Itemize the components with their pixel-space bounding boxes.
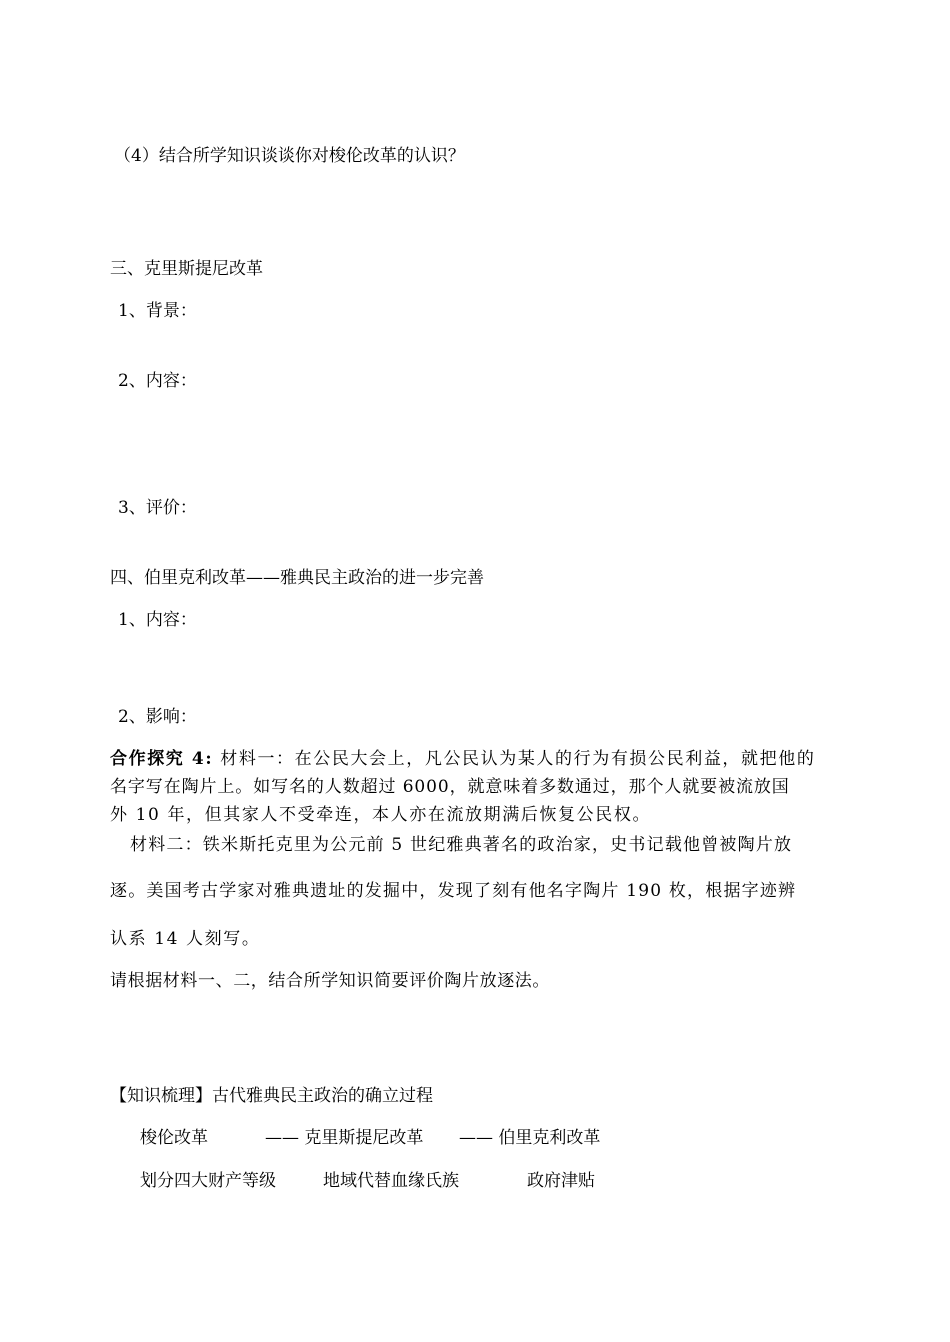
material-2-line-2: 逐。美国考古学家对雅典遗址的发掘中，发现了刻有他名字陶片 190 枚，根据字迹辨 (110, 881, 797, 901)
reform-cleisthenes: —— 克里斯提尼改革 (265, 1128, 424, 1148)
section-4-content: 1、内容： (118, 610, 197, 630)
question-4: （4）结合所学知识谈谈你对梭伦改革的认识？ (114, 146, 465, 166)
material-1-line-1: 材料一：在公民大会上，凡公民认为某人的行为有损公民利益，就把他的 (213, 749, 816, 769)
section-3-background: 1、背景： (118, 301, 197, 321)
material-2-line-3: 认系 14 人刻写。 (110, 929, 261, 949)
material-1-line-2: 名字写在陶片上。如写名的人数超过 6000，就意味着多数通过，那个人就要被流放国 (110, 777, 790, 797)
cooperation-question: 请根据材料一、二，结合所学知识简要评价陶片放逐法。 (110, 971, 550, 991)
section-4-impact: 2、影响： (118, 707, 197, 727)
section-3-evaluation: 3、评价： (118, 498, 197, 518)
measure-state-pay: 政府津贴 (527, 1171, 595, 1191)
material-2-line-1: 材料二：铁米斯托克里为公元前 5 世纪雅典著名的政治家，史书记载他曾被陶片放 (130, 835, 793, 855)
measure-territorial-tribes: 地域代替血缘氏族 (323, 1171, 459, 1191)
summary-heading: 【知识梳理】古代雅典民主政治的确立过程 (110, 1086, 433, 1106)
reform-solon: 梭伦改革 (140, 1128, 208, 1148)
section-3-heading: 三、克里斯提尼改革 (110, 259, 263, 279)
reform-pericles: —— 伯里克利改革 (459, 1128, 601, 1148)
material-1-line-3: 外 10 年，但其家人不受牵连，本人亦在流放期满后恢复公民权。 (110, 805, 652, 825)
section-4-heading: 四、伯里克利改革——雅典民主政治的进一步完善 (110, 568, 484, 588)
cooperation-label: 合作探究 4: (110, 749, 214, 769)
section-3-content: 2、内容： (118, 371, 197, 391)
measure-property-classes: 划分四大财产等级 (140, 1171, 276, 1191)
